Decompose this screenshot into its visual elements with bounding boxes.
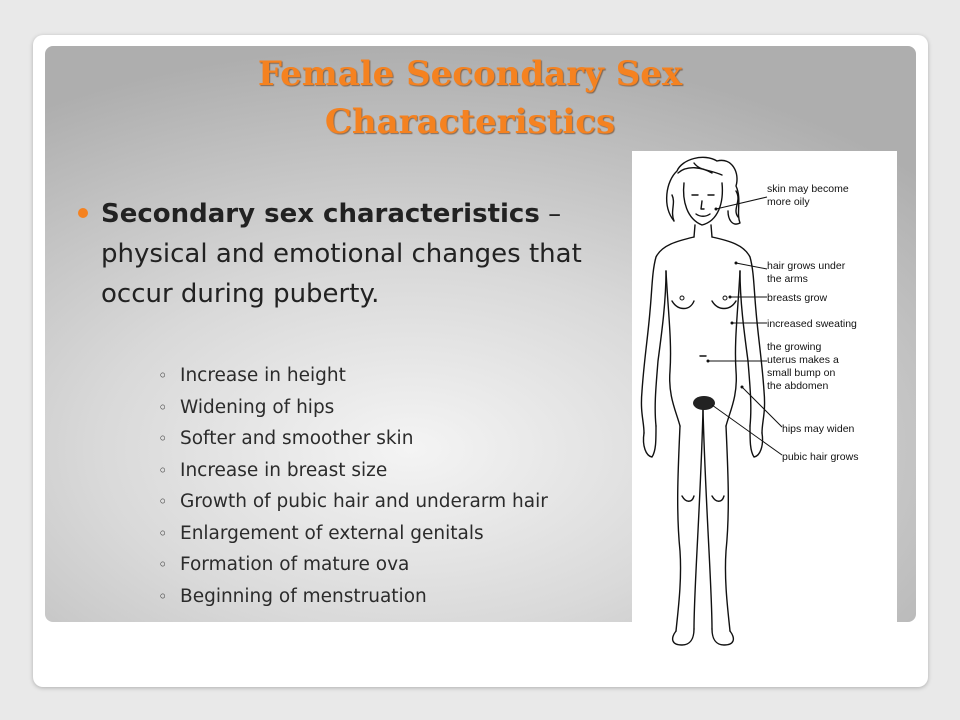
label-skin-line-1: skin may become: [767, 183, 849, 195]
ring-bullet-icon: ◦: [158, 492, 168, 511]
list-item-text: Growth of pubic hair and underarm hair: [180, 491, 548, 512]
ring-bullet-icon: ◦: [158, 397, 168, 417]
label-breasts: breasts grow: [767, 292, 828, 304]
label-hair-arms-line-1: hair grows under: [767, 260, 846, 272]
list-item-text: Increase in height: [180, 365, 346, 386]
ring-bullet-icon: ◦: [158, 523, 168, 543]
female-body-drawing: [632, 151, 897, 651]
list-item-text: Softer and smoother skin: [180, 428, 414, 449]
list-item-text: Increase in breast size: [180, 459, 388, 481]
slide-title: [100, 50, 840, 146]
label-uterus-line-1: the growing: [767, 341, 822, 353]
list-item-text: Formation of mature ova: [180, 554, 410, 575]
label-hips: hips may widen: [782, 423, 855, 435]
ring-bullet-icon: ◦: [158, 555, 168, 574]
ring-bullet-icon: ◦: [158, 366, 168, 385]
label-sweating: increased sweating: [767, 318, 857, 330]
term: Secondary sex characteristics: [101, 199, 540, 229]
label-hair-arms-line-2: the arms: [767, 273, 808, 285]
list-item: [158, 490, 598, 513]
list-item: [158, 553, 598, 576]
bullet-dot-icon: [78, 208, 88, 218]
list-item: [158, 522, 598, 545]
ring-bullet-icon: ◦: [158, 460, 168, 480]
list-item-text: Beginning of menstruation: [180, 585, 427, 607]
list-item: [158, 364, 598, 387]
title-line-1: Female Secondary Sex: [257, 54, 683, 94]
label-uterus-line-3: small bump on: [767, 367, 836, 379]
sub-bullet-list: [158, 364, 598, 616]
title-line-2: Characteristics: [324, 102, 616, 142]
list-item-text: Widening of hips: [180, 396, 335, 418]
list-item: [158, 459, 598, 482]
label-uterus-line-4: the abdomen: [767, 380, 829, 392]
ring-bullet-icon: ◦: [158, 429, 168, 448]
definition: – physical and emotional changes that occur during puberty.: [101, 199, 582, 309]
list-item: [158, 585, 598, 608]
ring-bullet-icon: ◦: [158, 586, 168, 606]
label-skin-line-2: more oily: [767, 196, 810, 208]
label-pubic-hair: pubic hair grows: [782, 451, 859, 463]
list-item: [158, 427, 598, 450]
label-uterus-line-2: uterus makes a: [767, 354, 839, 366]
list-item: [158, 396, 598, 419]
list-item-text: Enlargement of external genitals: [180, 522, 484, 544]
main-bullet-text: [101, 194, 591, 314]
anatomy-illustration: [632, 151, 897, 651]
